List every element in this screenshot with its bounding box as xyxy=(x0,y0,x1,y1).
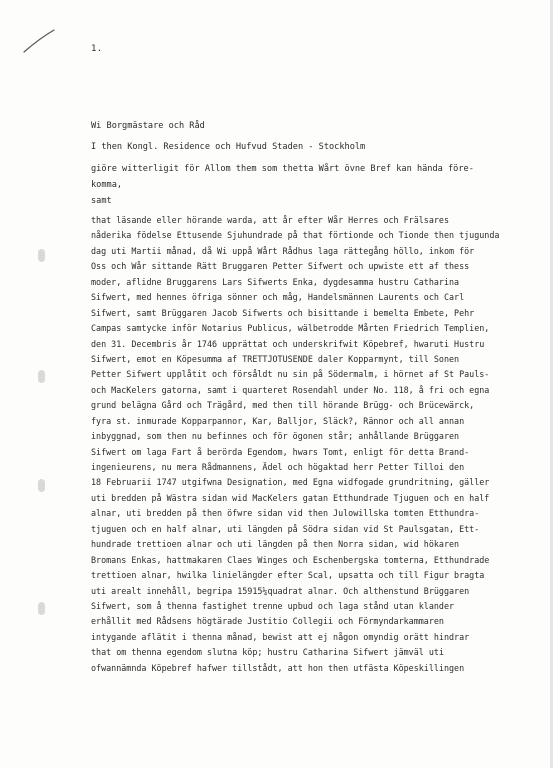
body-text-line: Sifwert, som å thenna fastighet trenne upbud och laga stånd utan klander xyxy=(91,600,455,611)
binder-hole xyxy=(38,602,45,615)
body-text-line: dag uti Martii månad, då Wi uppå Wårt Rådhus laga rättegång höllo, inkom för xyxy=(91,245,475,256)
body-text-line: Sifwert, samt Brüggaren Jacob Sifwerts och bisittande i bemelta Embete, Pehr xyxy=(91,307,475,318)
body-text-line: trettioen alnar, hwilka linielängder efter Scal, upsatta och till Figur bragta xyxy=(91,570,485,581)
body-text-line: 18 Februarii 1747 utgifwna Designation, med Egna widfogade grundritning, gäller xyxy=(91,477,490,488)
body-text-line: grund belägna Gård och Trägård, med then till hörande Brügg- och Brücewärck, xyxy=(91,400,475,411)
body-text-line: that läsande eller hörande warda, att år efter Wår Herres och Frälsares xyxy=(91,215,449,225)
binder-hole xyxy=(38,370,45,383)
intro-line: samt xyxy=(91,196,112,206)
body-text-line: fyra st. inmurade Kopparpannor, Kar, Balljor, Släck?, Rännor och all annan xyxy=(91,415,465,426)
intro-line: komma, xyxy=(91,180,123,190)
binder-hole xyxy=(38,249,45,262)
body-text-line: och MacKelers gatorna, samt i quarteret Rosendahl under No. 118, å fri och egna xyxy=(91,384,490,395)
body-text-line: Sifwert, med hennes öfriga sönner och måg, Handelsmännen Laurents och Carl xyxy=(91,292,465,303)
body-text-line: that om thenna egendom slutna köp; hustru Catharina Sifwert jämväl uti xyxy=(91,647,444,658)
document-heading: Wi Borgmästare och Råd xyxy=(91,121,205,131)
document-subheading: I then Kongl. Residence och Hufvud Staden - Stockholm xyxy=(91,142,366,152)
body-text-line: nåderika födelse Ettusende Sjuhundrade på that förtionde och Tionde then tjugunda xyxy=(91,230,500,241)
body-text-line: Sifwert om laga Fart å berörda Egendom, hwars Tomt, enligt för detta Brand- xyxy=(91,446,470,457)
body-text-line: Campas samtycke inför Notarius Publicus, wälbetrodde Mårten Friedrich Templien, xyxy=(91,323,490,334)
binder-hole xyxy=(38,479,45,492)
body-text-line: ofwannämnda Köpebref hafwer tillstådt, att hon then utfästa Köpeskillingen xyxy=(91,662,465,673)
body-text-line: ingenieurens, nu mera Rådmannens, Ädel och högaktad herr Petter Tilloi den xyxy=(91,462,465,472)
body-text-line: Bromans Enkas, hattmakaren Claes Winges och Eschenbergska tomterna, Etthundrade xyxy=(91,554,490,565)
pen-stroke-mark xyxy=(22,28,56,54)
body-text-line: uti arealt innehåll, begripa 15915¼quadrat alnar. Och althenstund Brüggaren xyxy=(91,585,470,596)
body-text-line: hundrade trettioen alnar och uti längden på then Norra sidan, wid hökaren xyxy=(91,539,460,550)
body-text-line: uti bredden på Wästra sidan wid MacKelers gatan Etthundrade Tjuguen och en half xyxy=(91,492,490,503)
body-text-line: den 31. Decembris år 1746 upprättat och underskrifwit Köpebref, hwaruti Hustru xyxy=(91,338,485,349)
body-text-line: Petter Sifwert upplåtit och försåldt nu sin på Södermalm, i hörnet af St Pauls- xyxy=(91,369,490,380)
intro-line: giöre witterligit för Allom them som thetta Wårt övne Bref kan hända före- xyxy=(91,164,474,174)
document-body xyxy=(91,213,531,676)
body-text-line: alnar, uti bredden på then öfwre sidan vid then Julowillska tomten Etthundra- xyxy=(91,508,480,519)
body-text-line: Oss och Wår sittande Rätt Bruggaren Petter Sifwert och upwiste ett af thess xyxy=(91,261,470,272)
body-text-line: tjuguen och en half alnar, uti längden på Södra sidan vid St Paulsgatan, Ett- xyxy=(91,523,480,534)
body-text-line: inbyggnad, som then nu befinnes och för ögonen står; anhållande Brüggaren xyxy=(91,431,460,442)
body-text-line: intygande aflätit i thenna månad, bewist att ej någon omyndig orätt hindrar xyxy=(91,631,470,642)
page-number: 1. xyxy=(91,44,103,54)
body-text-line: moder, aflidne Bruggarens Lars Sifwerts Enka, dygdesamma hustru Catharina xyxy=(91,276,460,287)
body-text-line: Sifwert, emot en Köpesumma af TRETTJOTUSENDE daler Kopparmynt, till Sonen xyxy=(91,353,460,364)
body-text-line: erhållit med Rådsens högtärade Justitio Collegii och Förmyndarkammaren xyxy=(91,616,444,627)
